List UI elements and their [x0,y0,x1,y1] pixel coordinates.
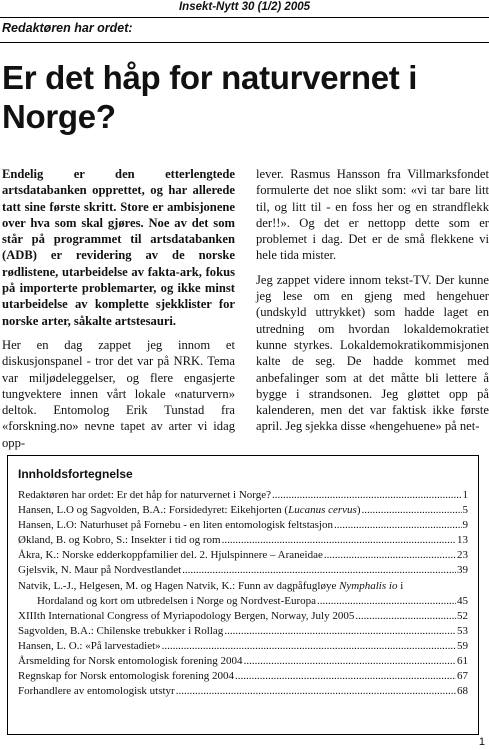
body-paragraph: lever. Rasmus Hansson fra Villmarksfondet formulerte det noe slikt som: «vi tar bare litt til, og litt til - en foss her og en strandflekk der!!». Og det er nettopp dette som er problemet i dag. Det er de små flekkene vi hele tida mister. [256,167,489,263]
toc-leader-dots [355,609,456,624]
toc-leader-dots [235,669,456,684]
toc-page-number: 67 [457,670,468,683]
toc-entry-title: Regnskap for Norsk entomologisk forening 2004 [18,670,234,683]
toc-list [18,488,468,699]
lead-paragraph: Endelig er den etterlengtede artsdatabanken opprettet, og har allerede tatt sine første skritt. Store er ambisjonene over hva som skal gjøres. Noe av det som står på programmet til artsdatabanken (ADB) er revidering av de norske rødlistene, utarbeidelse av fakta-ark, fokus på importerte problemarter, og ikke minst utarbeidelse av komplette sjekklister for norske arter, såkalte artstesauri. [2,167,235,328]
toc-entry[interactable] [18,624,468,639]
article-column-left [2,166,235,459]
toc-entry-title: Redaktøren har ordet: Er det håp for naturvernet i Norge? [18,489,271,501]
toc-page-number: 23 [457,549,468,562]
toc-leader-dots [176,684,456,699]
toc-page-number: 5 [462,504,468,517]
toc-entry-title: Sagvolden, B.A.: Chilenske trebukker i Rollag [18,624,224,637]
toc-entry[interactable] [18,594,468,609]
article-column-right [256,166,489,443]
page-number: 1 [478,736,485,748]
toc-title: Innholdsfortegnelse [18,467,133,481]
toc-entry-title: Årsmelding for Norsk entomologisk forening 2004 [18,655,243,668]
toc-entry[interactable] [18,488,468,503]
toc-leader-dots [272,488,462,503]
toc-page-number: 13 [457,534,468,547]
toc-entry-first-line[interactable]: Natvik, L.-J., Helgesen, M. og Hagen Natvik, K.: Funn av dagpåfugløye Nymphalis io i [18,579,404,592]
toc-leader-dots [182,563,456,578]
toc-entry-title: Hansen, L.O og Sagvolden, B.A.: Forsidedyret: Eikehjorten (Lucanus cervus) [18,504,361,517]
running-head: Insekt-Nytt 30 (1/2) 2005 [178,1,311,13]
toc-entry[interactable] [18,503,468,518]
toc-leader-dots [222,533,456,548]
toc-page-number: 1 [462,489,468,501]
toc-leader-dots [324,548,456,563]
toc-entry-title: Hansen, L.O: Naturhuset på Fornebu - en liten entomologisk feltstasjon [18,519,333,532]
toc-entry[interactable] [18,609,468,624]
toc-entry-title: Hordaland og kort om utbredelsen i Norge og Nordvest-Europa [37,594,317,607]
toc-leader-dots [162,639,456,654]
toc-entry[interactable] [18,654,468,669]
toc-page-number: 68 [457,685,468,698]
body-paragraph: Her en dag zappet jeg innom et diskusjonspanel - tror det var på NRK. Tema var miljødeleggelser, og flere engasjerte tungvektere innen vårt lokale «naturvern» deltok. Entomolog Erik Tunstad fra «forskning.no» nevne tapet av arter vi idag opp- [2,337,235,450]
toc-entry[interactable] [18,548,468,563]
toc-leader-dots [317,594,456,609]
toc-entry-title: Hansen, L. O.: «På larvestadiet» [18,639,161,652]
toc-entry-title: Gjelsvik, N. Maur på Nordvestlandet [18,564,182,577]
toc-page-number: 52 [457,609,468,622]
toc-page-number: 9 [462,519,468,532]
toc-entry[interactable] [18,518,468,533]
toc-entry[interactable] [18,533,468,548]
article-title: Er det håp for naturvernet i Norge? [2,59,418,135]
header-rule [0,17,489,18]
body-paragraph: Jeg zappet videre innom tekst-TV. Der kunne jeg lese om en gjeng med hengehuer (undskyld uttrykket) som hadde laget en utredning om hvordan lokaldemokratiet kunne styrkes. Lokaldemokratikommisjonen kalte de seg. De hadde kommet med anbefalinger som at det måtte bli lettere å bygge i strandsonen. Jeg gløttet opp på kalenderen, men det var faktisk ikke første april. Jeg sjekka disse «hengehuene» på net- [256,272,489,434]
toc-leader-dots [244,654,456,669]
toc-entry[interactable] [18,669,468,684]
toc-page-number: 59 [457,639,468,652]
toc-entry-title: XIIIth International Congress of Myriapodology Bergen, Norway, July 2005 [18,609,355,622]
toc-entry-title: Økland, B. og Kobro, S.: Insekter i tid og rom [18,534,221,547]
toc-entry[interactable] [18,639,468,654]
toc-page-number: 39 [457,564,468,577]
table-of-contents [7,455,479,735]
toc-entry[interactable] [18,563,468,578]
toc-page-number: 61 [457,655,468,668]
toc-page-number: 45 [457,594,468,607]
toc-entry[interactable] [18,684,468,699]
section-label: Redaktøren har ordet: [2,21,133,35]
toc-leader-dots [362,503,462,518]
toc-entry-title: Forhandlere av entomologisk utstyr [18,685,175,698]
toc-entry-title: Åkra, K.: Norske edderkoppfamilier del. 2. Hjulspinnere – Araneidae [18,549,323,562]
toc-leader-dots [334,518,462,533]
toc-leader-dots [224,624,456,639]
toc-page-number: 53 [457,624,468,637]
section-rule [0,42,489,43]
